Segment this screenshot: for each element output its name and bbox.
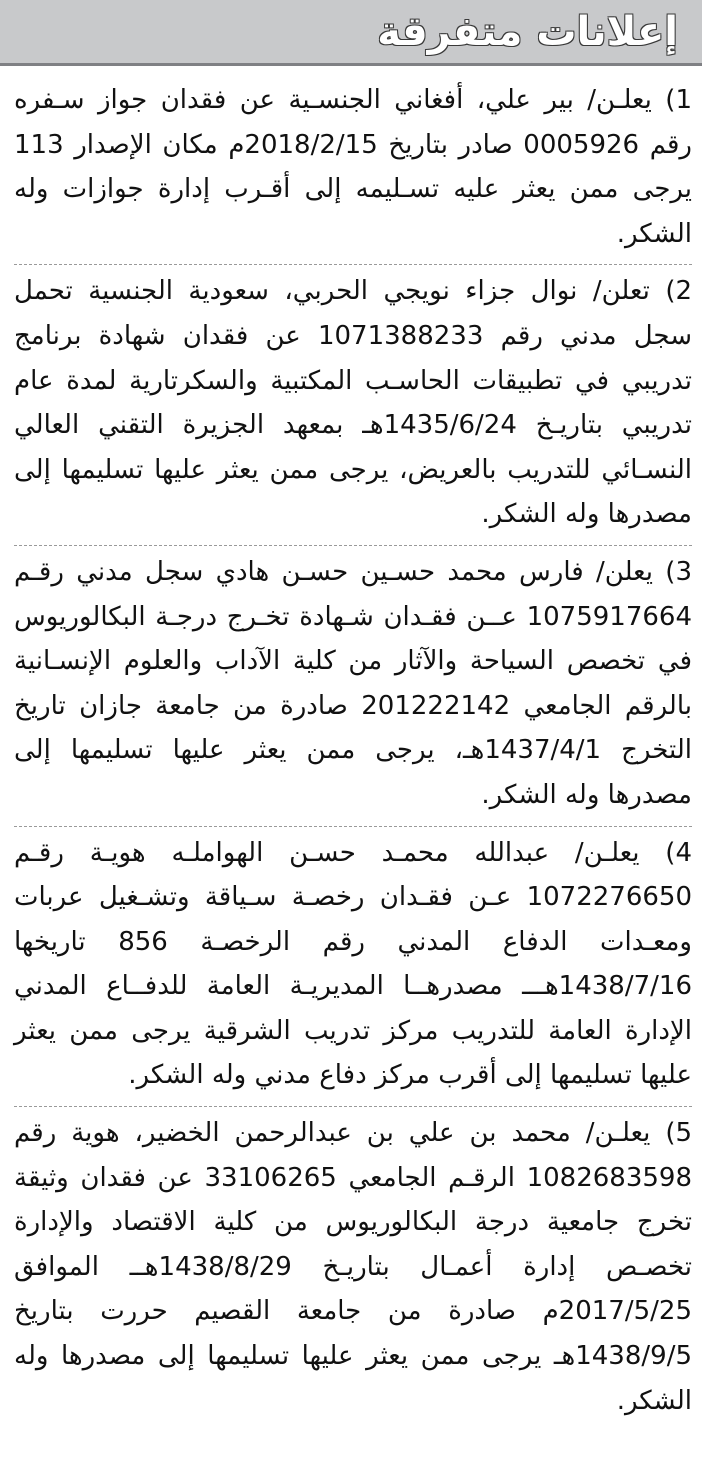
ad-number: 1) bbox=[665, 85, 692, 115]
ads-list bbox=[14, 78, 692, 1431]
ad-text: يعلن/ فارس محمد حسـين حسـن هادي سجل مدني رقـم 1075917664 عــن فقـدان شـهادة تخـرج درجـة البكالوريوس في تخصص السياحة والآثار من كلية الآداب والعلوم الإنسـانية بالرقم الجامعي 201222142 صادرة من جامعة جازان تاريخ التخرج 1437/4/1هـ، يرجى ممن يعثر عليها تسليمها إلى مصدرها وله الشكر. bbox=[14, 556, 693, 810]
section-title: إعلانات متفرقة bbox=[377, 9, 678, 55]
ad-number: 3) bbox=[665, 556, 692, 587]
ad-item-4 bbox=[14, 826, 692, 1107]
ad-text: يعلـن/ بير علي، أفغاني الجنسـية عن فقدان جواز سـفره رقم 0005926 صادر بتاريخ 2018/2/15م مكان الإصدار 113 يرجى ممن يعثر عليه تسـليمه إلى أقـرب إدارة جوازات وله الشكر. bbox=[14, 85, 692, 249]
ad-number: 2) bbox=[665, 276, 693, 307]
ad-text: يعلـن/ عبدالله محمـد حسـن الهواملـه هويـة رقـم 1072276650 عـن فقـدان رخصـة سـياقة وتشـغيل عربات ومعـدات الدفاع المدني رقم الرخصـة 856 تاريخها 1438/7/16هـــ مصدرهــا المديريـة العامة للدفــاع المدني الإدارة العامة للتدريب مركز تدريب الشرقية يرجى ممن يعثر عليها تسليمها إلى أقرب مركز دفاع مدني وله الشكر. bbox=[14, 837, 692, 1091]
ad-item-5 bbox=[14, 1106, 692, 1431]
ad-number: 4) bbox=[665, 837, 692, 868]
ad-number: 5) bbox=[665, 1118, 693, 1149]
section-header bbox=[0, 0, 702, 66]
ad-item-3 bbox=[14, 545, 692, 826]
ad-text: يعلـن/ محمد بن علي بن عبدالرحمن الخضير، هوية رقم 1082683598 الرقـم الجامعي 33106265 عن فقدان وثيقة تخرج جامعية درجة البكالوريوس من كلية الاقتصاد والإدارة تخصـص إدارة أعمـال بتاريـخ 1438/8/29هــ الموافق 2017/5/25م صادرة من جامعة القصيم حررت بتاريخ 1438/9/5هـ يرجى ممن يعثر عليها تسليمها إلى مصدرها وله الشكر. bbox=[14, 1118, 693, 1416]
ad-text: تعلن/ نوال جزاء نويجي الحربي، سعودية الجنسية تحمل سجل مدني رقم 1071388233 عن فقدان شهادة برنامج تدريبي في تطبيقات الحاسـب المكتبية والسكرتارية لمدة عام تدريبي بتاريـخ 1435/6/24هـ بمعهد الجزيرة التقني العالي النسـائي للتدريب بالعريض، يرجى ممن يعثر عليها تسليمها إلى مصدرها وله الشكر. bbox=[14, 276, 693, 530]
ad-item-1 bbox=[14, 78, 692, 264]
ad-item-2 bbox=[14, 264, 692, 545]
